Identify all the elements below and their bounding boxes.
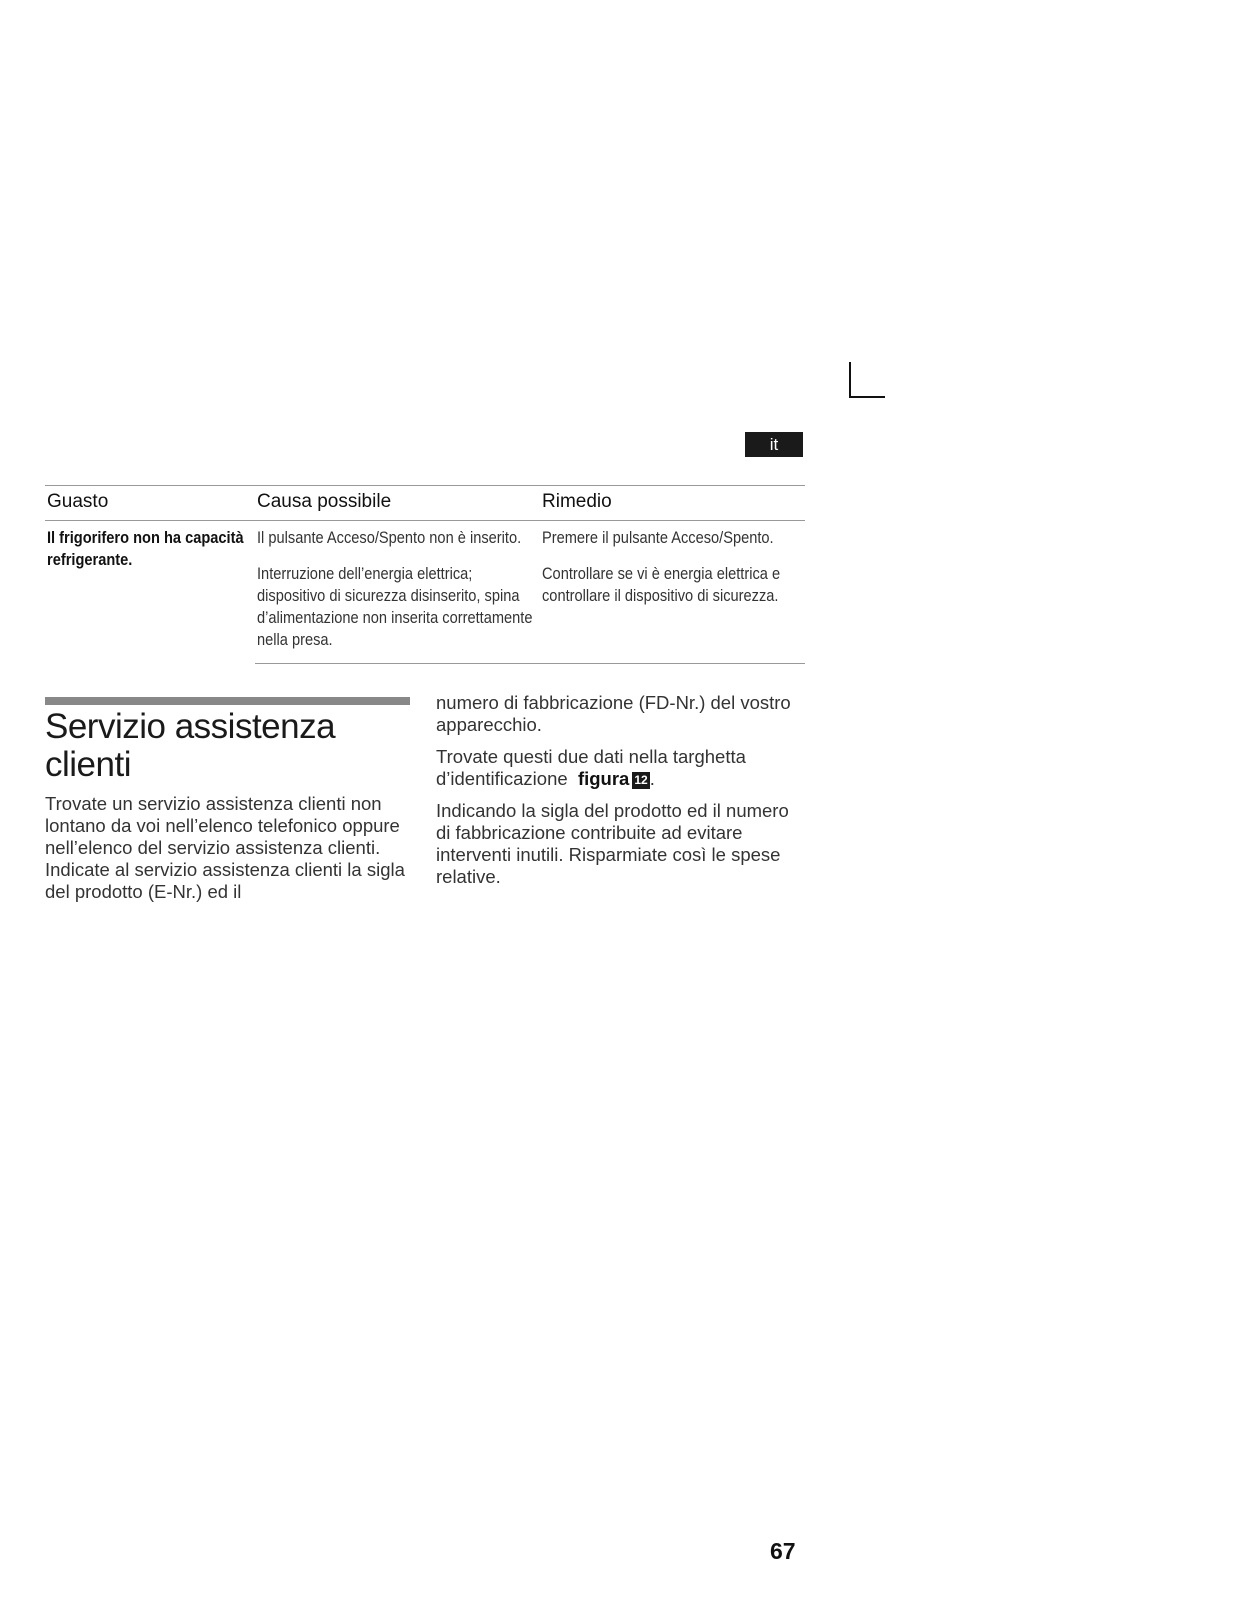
cause-cell (255, 521, 540, 562)
figure-number-badge: 12 (634, 773, 648, 787)
header-remedy: Rimedio (540, 486, 805, 521)
right-paragraph-1: numero di fabbricazione (FD-Nr.) del vostro apparecchio. (436, 692, 791, 735)
right-column (436, 692, 806, 898)
remedy-text: Controllare se vi è energia elettrica e controllare il dispositivo di sicurezza. (542, 564, 781, 605)
cause-text: Interruzione dell’energia elettrica; dispositivo di sicurezza disinserito, spina d’alimentazione non inserita correttamente nella presa. (257, 564, 533, 649)
right-paragraph-3: Indicando la sigla del prodotto ed il numero di fabbricazione contribuite ad evitare interventi inutili. Risparmiate così le spese relative. (436, 800, 789, 887)
right-paragraph-2 (436, 746, 806, 790)
cause-text: Il pulsante Acceso/Spento non è inserito. (257, 528, 522, 547)
right-paragraph-2-end: . (649, 768, 655, 789)
left-paragraph: Trovate un servizio assistenza clienti non lontano da voi nell’elenco telefonico oppure nell’elenco del servizio assistenza clienti. Indicate al servizio assistenza clienti la sigla del prodotto (E-Nr.) ed il (45, 793, 405, 902)
section-divider-bar (45, 697, 410, 705)
remedy-cell (540, 521, 805, 562)
remedy-cell (540, 561, 805, 664)
fault-cell (45, 521, 255, 664)
left-column (45, 793, 415, 913)
table-header-row (45, 486, 805, 521)
language-badge: it (745, 432, 803, 457)
cause-cell (255, 561, 540, 664)
figure-reference: figura (577, 768, 630, 789)
header-cause: Causa possibile (255, 486, 540, 521)
section-title: Servizio assistenza clienti (45, 707, 336, 784)
crop-mark (849, 362, 885, 398)
fault-text: Il frigorifero non ha capacità refrigerante. (47, 528, 244, 569)
page-number: 67 (770, 1538, 796, 1564)
remedy-text: Premere il pulsante Acceso/Spento. (542, 528, 774, 547)
table-row (45, 521, 805, 562)
troubleshooting-table (45, 485, 805, 664)
right-paragraph-2-text: Trovate questi due dati nella targhetta d’identificazione (436, 746, 746, 789)
header-fault: Guasto (45, 486, 255, 521)
